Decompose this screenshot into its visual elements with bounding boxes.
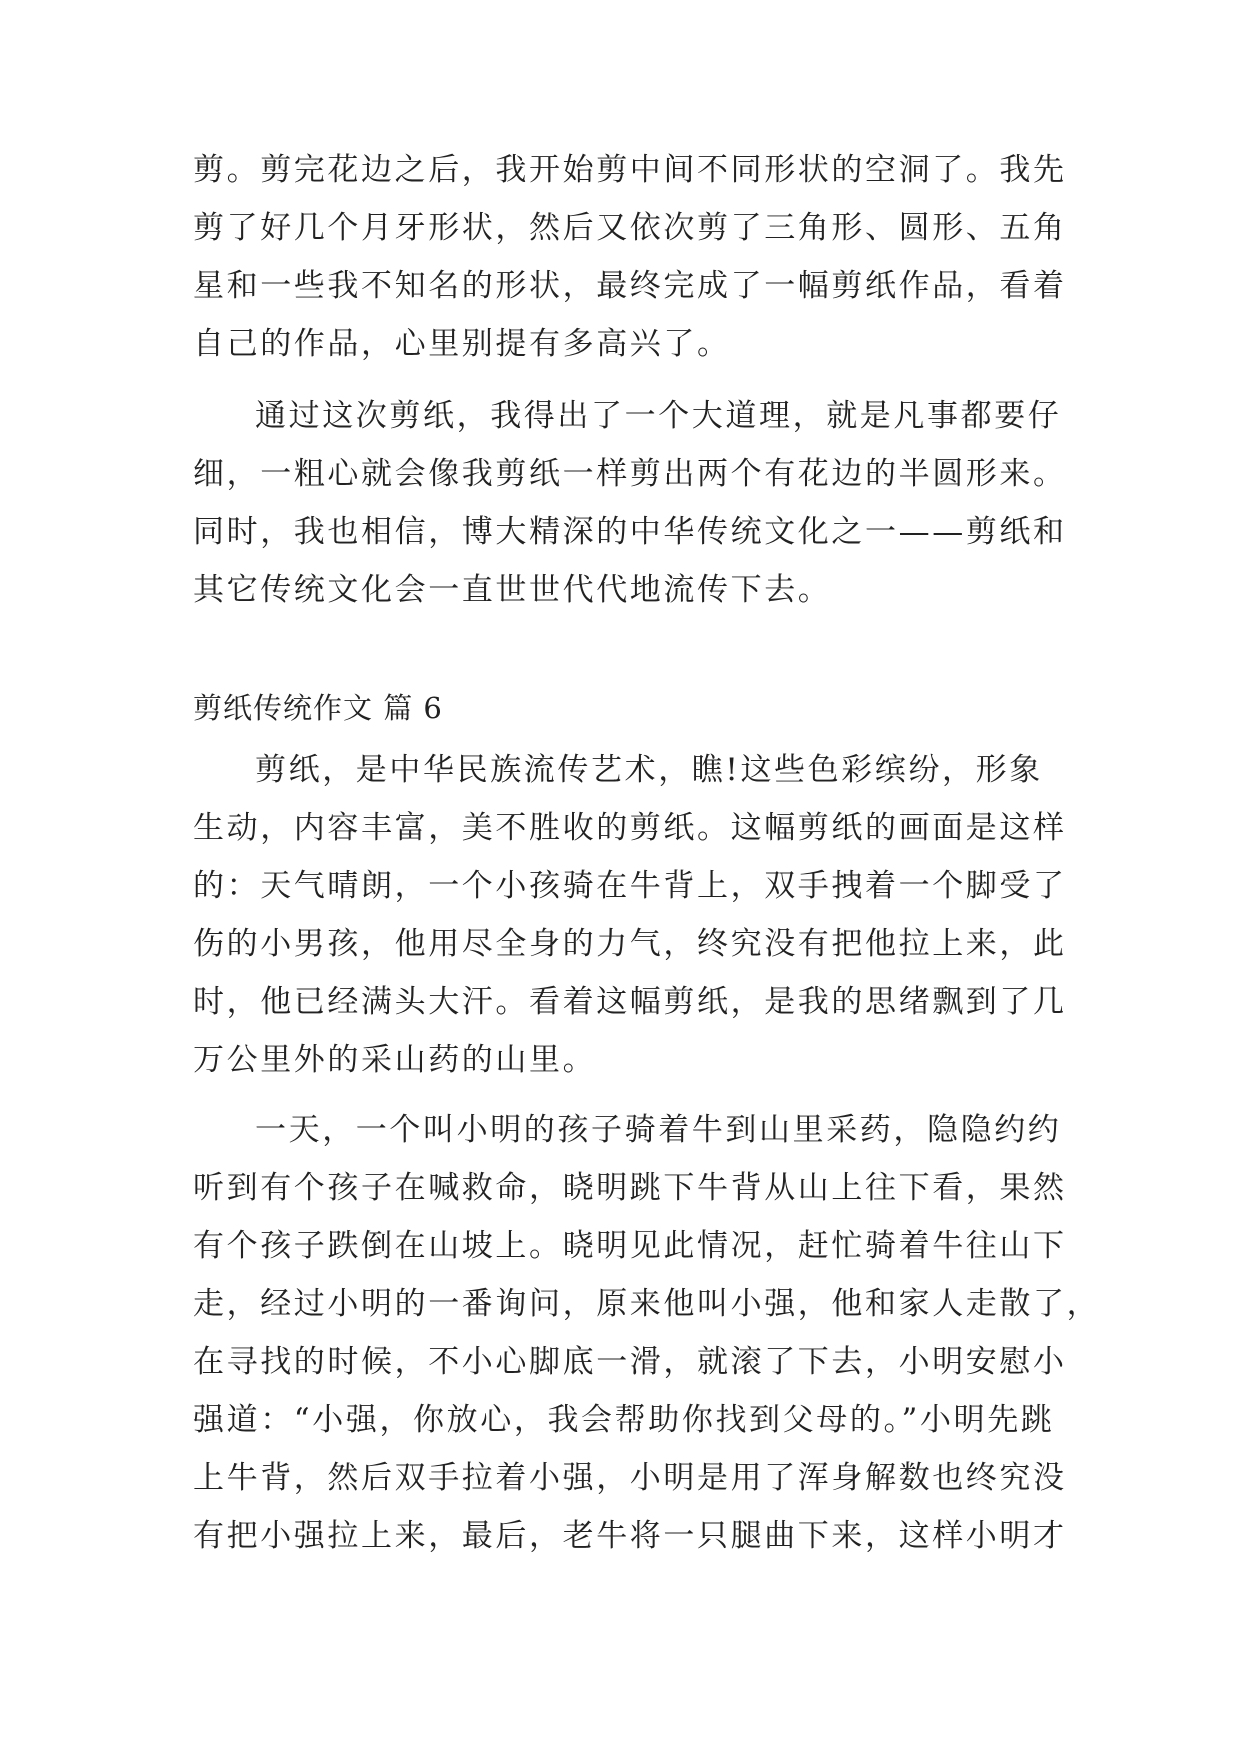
section-title: 剪纸传统作文 篇 6 [193, 691, 443, 725]
text-line: 同时，我也相信，博大精深的中华传统文化之一——剪纸和 [193, 514, 1067, 550]
text-line: 在寻找的时候，不小心脚底一滑，就滚了下去，小明安慰小 [193, 1344, 1067, 1380]
text-line: 剪。剪完花边之后，我开始剪中间不同形状的空洞了。我先 [193, 152, 1067, 188]
text-line: 细，一粗心就会像我剪纸一样剪出两个有花边的半圆形来。 [193, 456, 1067, 492]
text-line: 剪纸，是中华民族流传艺术，瞧!这些色彩缤纷，形象 [255, 752, 1043, 788]
text-line: 一天，一个叫小明的孩子骑着牛到山里采药，隐隐约约 [255, 1112, 1062, 1148]
text-line: 听到有个孩子在喊救命，晓明跳下牛背从山上往下看，果然 [193, 1170, 1067, 1206]
text-line: 走，经过小明的一番询问，原来他叫小强，他和家人走散了， [193, 1286, 1101, 1322]
text-line: 有个孩子跌倒在山坡上。晓明见此情况，赶忙骑着牛往山下 [193, 1228, 1067, 1264]
text-line: 通过这次剪纸，我得出了一个大道理，就是凡事都要仔 [255, 398, 1062, 434]
text-line: 的：天气晴朗，一个小孩骑在牛背上，双手拽着一个脚受了 [193, 868, 1067, 904]
text-line: 万公里外的采山药的山里。 [193, 1042, 597, 1078]
text-line: 其它传统文化会一直世世代代地流传下去。 [193, 572, 832, 608]
text-line: 上牛背，然后双手拉着小强，小明是用了浑身解数也终究没 [193, 1460, 1067, 1496]
text-line: 伤的小男孩，他用尽全身的力气，终究没有把他拉上来，此 [193, 926, 1067, 962]
text-line: 星和一些我不知名的形状，最终完成了一幅剪纸作品，看着 [193, 268, 1067, 304]
text-line: 生动，内容丰富，美不胜收的剪纸。这幅剪纸的画面是这样 [193, 810, 1067, 846]
text-line: 有把小强拉上来，最后，老牛将一只腿曲下来，这样小明才 [193, 1518, 1067, 1554]
text-line: 强道：“小强，你放心，我会帮助你找到父母的。”小明先跳 [193, 1402, 1055, 1438]
text-line: 自己的作品，心里别提有多高兴了。 [193, 326, 731, 362]
text-line: 时，他已经满头大汗。看着这幅剪纸，是我的思绪飘到了几 [193, 984, 1067, 1020]
text-line: 剪了好几个月牙形状，然后又依次剪了三角形、圆形、五角 [193, 210, 1067, 246]
